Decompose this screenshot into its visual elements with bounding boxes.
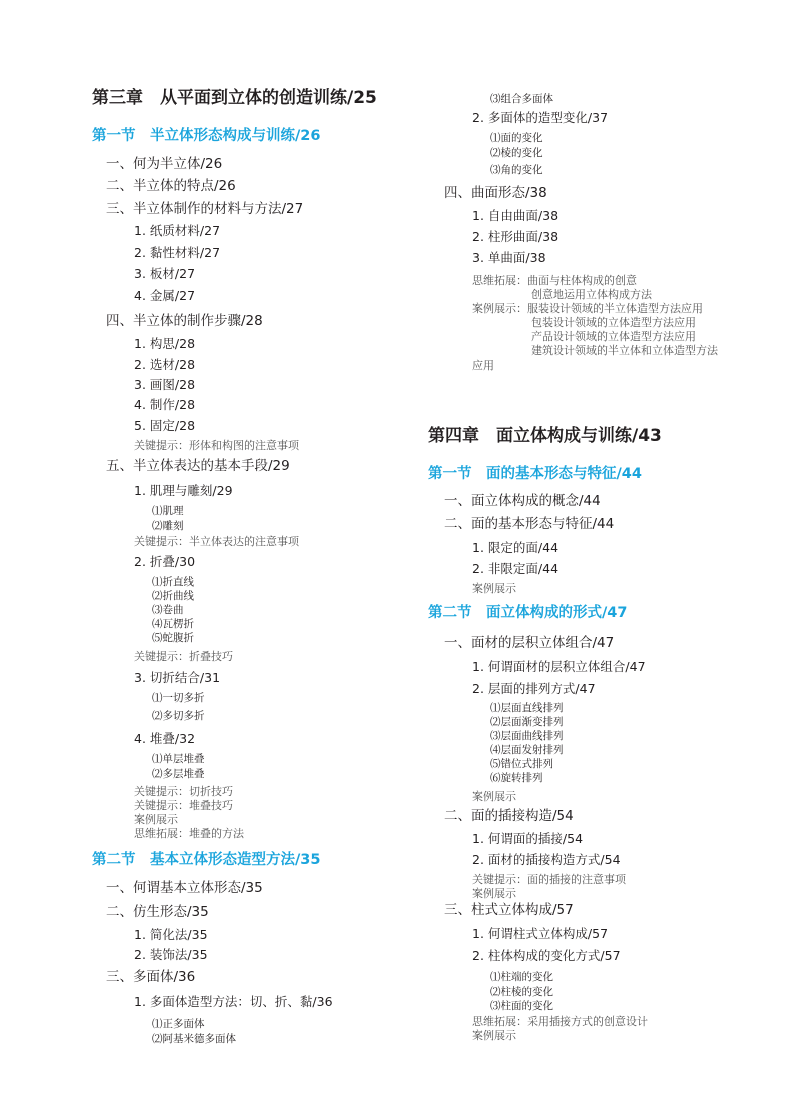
toc-item: 四、曲面形态/38 <box>444 185 547 201</box>
toc-subsubitem: ⑶角的变化 <box>490 164 543 176</box>
toc-subsubitem: ⑵阿基米德多面体 <box>152 1033 236 1045</box>
toc-subitem: 2. 黏性材料/27 <box>134 245 221 260</box>
section-3-2-title: 第二节 基本立体形态造型方法/35 <box>92 852 321 868</box>
toc-subsubitem: ⑸错位式排列 <box>490 758 553 770</box>
toc-subitem: 4. 堆叠/32 <box>134 731 196 746</box>
toc-item: 一、面立体构成的概念/44 <box>444 493 601 509</box>
chapter-3-title: 第三章 从平面到立体的创造训练/25 <box>92 88 377 108</box>
key-tip-note: 关键提示：堆叠技巧 <box>134 799 233 812</box>
toc-subsubitem: ⑶层面曲线排列 <box>490 730 564 742</box>
toc-subitem: 3. 单曲面/38 <box>472 250 546 265</box>
toc-subsubitem: ⑵层面渐变排列 <box>490 716 564 728</box>
toc-subitem: 1. 纸质材料/27 <box>134 223 221 238</box>
toc-subitem: 4. 金属/27 <box>134 288 196 303</box>
case-note: 案例展示：服装设计领域的半立体造型方法应用 <box>472 302 703 315</box>
case-note: 案例展示 <box>472 582 516 595</box>
toc-subsubitem: ⑶卷曲 <box>152 604 184 616</box>
key-tip-note: 关键提示：形体和构图的注意事项 <box>134 439 299 452</box>
toc-item: 一、何为半立体/26 <box>106 156 223 172</box>
toc-subsubitem: ⑸蛇腹折 <box>152 632 194 644</box>
key-tip-note: 关键提示：切折技巧 <box>134 785 233 798</box>
section-4-1-title: 第一节 面的基本形态与特征/44 <box>428 466 642 482</box>
toc-subitem: 2. 面材的插接构造方式/54 <box>472 852 621 867</box>
case-note: 案例展示 <box>472 887 516 900</box>
toc-item: 一、面材的层积立体组合/47 <box>444 635 615 651</box>
case-note: 产品设计领域的立体造型方法应用 <box>531 330 696 343</box>
toc-subitem: 1. 多面体造型方法：切、折、黏/36 <box>134 994 333 1009</box>
thinking-note: 思维拓展：堆叠的方法 <box>134 827 244 840</box>
toc-subsubitem: ⑴单层堆叠 <box>152 753 205 765</box>
thinking-note: 创意地运用立体构成方法 <box>531 288 652 301</box>
toc-subsubitem: ⑴层面直线排列 <box>490 702 564 714</box>
toc-subitem: 2. 柱体构成的变化方式/57 <box>472 948 621 963</box>
toc-subsubitem: ⑶组合多面体 <box>490 93 553 105</box>
toc-item: 三、柱式立体构成/57 <box>444 902 574 918</box>
toc-item: 二、面的基本形态与特征/44 <box>444 516 615 532</box>
chapter-4-title: 第四章 面立体构成与训练/43 <box>428 426 662 446</box>
toc-subitem: 1. 何谓面材的层积立体组合/47 <box>472 659 646 674</box>
toc-subsubitem: ⑴柱端的变化 <box>490 971 553 983</box>
toc-subitem: 2. 多面体的造型变化/37 <box>472 110 609 125</box>
toc-subsubitem: ⑷瓦楞折 <box>152 618 194 630</box>
toc-subitem: 1. 何谓面的插接/54 <box>472 831 584 846</box>
toc-subitem: 1. 限定的面/44 <box>472 540 559 555</box>
toc-item: 三、半立体制作的材料与方法/27 <box>106 201 304 217</box>
case-note: 案例展示 <box>472 790 516 803</box>
toc-subitem: 1. 构思/28 <box>134 336 196 351</box>
toc-subsubitem: ⑴正多面体 <box>152 1018 205 1030</box>
thinking-note: 思维拓展：曲面与柱体构成的创意 <box>472 274 637 287</box>
toc-subsubitem: ⑵棱的变化 <box>490 147 543 159</box>
key-tip-note: 关键提示：折叠技巧 <box>134 650 233 663</box>
toc-subsubitem: ⑴面的变化 <box>490 132 543 144</box>
toc-subsubitem: ⑹旋转排列 <box>490 772 543 784</box>
toc-subitem: 1. 自由曲面/38 <box>472 208 559 223</box>
case-note: 包装设计领域的立体造型方法应用 <box>531 316 696 329</box>
toc-subitem: 1. 何谓柱式立体构成/57 <box>472 926 609 941</box>
toc-item: 三、多面体/36 <box>106 969 196 985</box>
toc-subsubitem: ⑵多层堆叠 <box>152 768 205 780</box>
case-note: 建筑设计领域的半立体和立体造型方法 <box>531 344 718 357</box>
toc-item: 五、半立体表达的基本手段/29 <box>106 458 290 474</box>
toc-subitem: 4. 制作/28 <box>134 397 196 412</box>
thinking-note: 思维拓展：采用插接方式的创意设计 <box>472 1015 648 1028</box>
toc-subsubitem: ⑴肌理 <box>152 505 184 517</box>
key-tip-note: 关键提示：面的插接的注意事项 <box>472 873 626 886</box>
toc-subitem: 3. 画图/28 <box>134 377 196 392</box>
toc-subsubitem: ⑴一切多折 <box>152 692 205 704</box>
toc-item: 二、仿生形态/35 <box>106 904 209 920</box>
toc-subsubitem: ⑴折直线 <box>152 576 194 588</box>
toc-subitem: 2. 柱形曲面/38 <box>472 229 559 244</box>
toc-subitem: 2. 层面的排列方式/47 <box>472 681 596 696</box>
toc-subitem: 2. 非限定面/44 <box>472 561 559 576</box>
toc-item: 一、何谓基本立体形态/35 <box>106 880 263 896</box>
toc-subsubitem: ⑷层面发射排列 <box>490 744 564 756</box>
toc-subsubitem: ⑵柱棱的变化 <box>490 986 553 998</box>
key-tip-note: 关键提示：半立体表达的注意事项 <box>134 535 299 548</box>
toc-item: 二、半立体的特点/26 <box>106 178 236 194</box>
toc-item: 二、面的插接构造/54 <box>444 808 574 824</box>
toc-subsubitem: ⑶柱面的变化 <box>490 1000 553 1012</box>
section-4-2-title: 第二节 面立体构成的形式/47 <box>428 605 628 621</box>
section-3-1-title: 第一节 半立体形态构成与训练/26 <box>92 128 321 144</box>
case-note: 案例展示 <box>472 1029 516 1042</box>
toc-subitem: 3. 板材/27 <box>134 266 196 281</box>
toc-subsubitem: ⑵折曲线 <box>152 590 194 602</box>
toc-subsubitem: ⑵雕刻 <box>152 520 184 532</box>
case-note: 案例展示 <box>134 813 178 826</box>
toc-subitem: 2. 折叠/30 <box>134 554 196 569</box>
toc-subitem: 2. 选材/28 <box>134 357 196 372</box>
toc-subitem: 5. 固定/28 <box>134 418 196 433</box>
case-note: 应用 <box>472 359 494 372</box>
toc-subitem: 1. 肌理与雕刻/29 <box>134 483 233 498</box>
toc-subsubitem: ⑵多切多折 <box>152 710 205 722</box>
toc-subitem: 2. 装饰法/35 <box>134 947 208 962</box>
toc-subitem: 3. 切折结合/31 <box>134 670 221 685</box>
toc-subitem: 1. 简化法/35 <box>134 927 208 942</box>
toc-item: 四、半立体的制作步骤/28 <box>106 313 263 329</box>
